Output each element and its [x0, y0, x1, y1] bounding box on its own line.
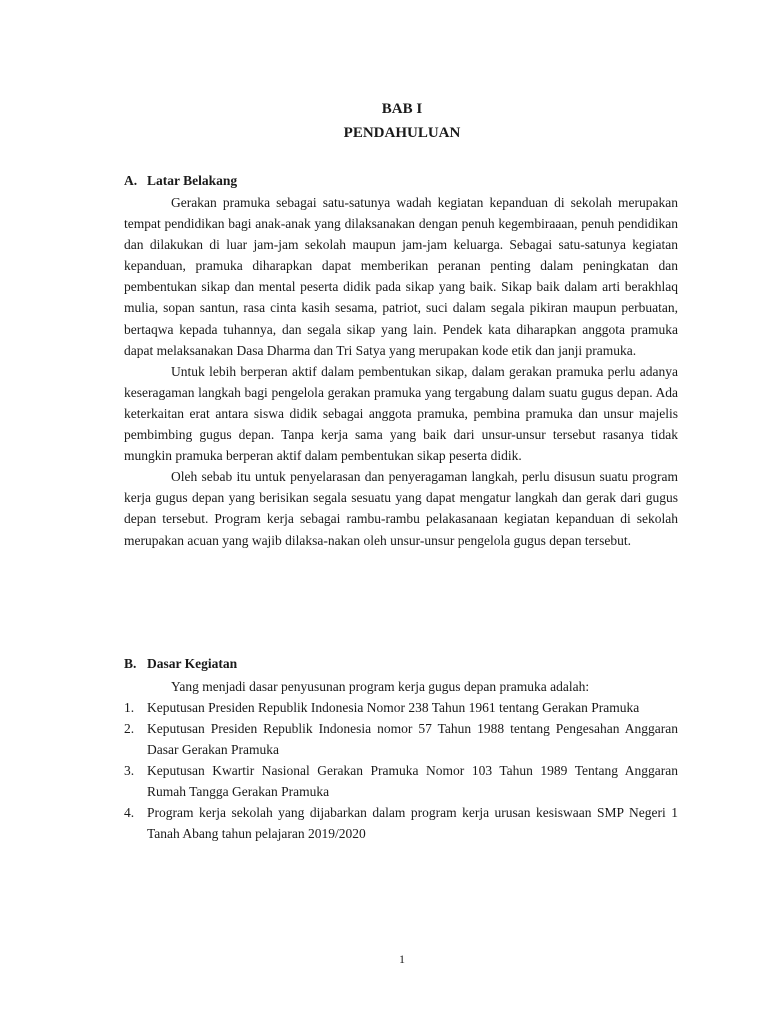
list-item-text: Keputusan Presiden Republik Indonesia nomor 57 Tahun 1988 tentang Pengesahan Anggaran Dasar Gerakan Pramuka	[147, 721, 678, 757]
list-item-number: 3.	[124, 763, 135, 778]
section-b-letter: B.	[124, 656, 137, 671]
section-b-intro: Yang menjadi dasar penyusunan program kerja gugus depan pramuka adalah:	[171, 679, 590, 694]
section-b-title: Dasar Kegiatan	[147, 656, 238, 671]
list-item-number: 4.	[124, 805, 135, 820]
list-item-text: Keputusan Kwartir Nasional Gerakan Pramuka Nomor 103 Tahun 1989 Tentang Anggaran Rumah Tangga Gerakan Pramuka	[147, 763, 678, 799]
list-item	[124, 697, 678, 718]
list-item-number: 2.	[124, 721, 135, 736]
section-a-letter: A.	[124, 173, 138, 188]
paragraph: Untuk lebih berperan aktif dalam pembentukan sikap, dalam gerakan pramuka perlu adanya keseragaman langkah bagi pengelola gerakan pramuka yang tergabung dalam suatu gugus depan. Ada keterkaitan erat antara siswa didik sebagai anggota pramuka, pembina pramuka dan unsur majelis pembimbing gugus depan. Tanpa kerja sama yang baik dari unsur-unsur tersebut rasanya tidak mungkin pramuka berperan aktif dalam pembentukan sikap peserta didik.	[124, 363, 678, 464]
chapter-title: PENDAHULUAN	[343, 125, 461, 141]
reference-list	[124, 697, 678, 844]
section-a-title: Latar Belakang	[147, 173, 238, 188]
section-a-heading	[124, 173, 237, 189]
paragraph: Gerakan pramuka sebagai satu-satunya wadah kegiatan kepanduan di sekolah merupakan tempat pendidikan bagi anak-anak yang dilaksanakan dengan penuh kegembiraaan, penuh pendidikan dan dilakukan di luar jam-jam sekolah maupun jam-jam keluarga. Sebagai satu-satunya kegiatan kepanduan, pramuka diharapkan dapat memberikan peranan penting dalam peningkatan dan pembentukan sikap dan mental peserta didik pada sikap yang baik. Sikap baik dalam arti berakhlaq mulia, sopan santun, rasa cinta kasih sesama, patriot, suci dalam segala pikiran maupun perbuatan, bertaqwa kepada tuhannya, dan segala sikap yang lain. Pendek kata diharapkan anggota pramuka dapat melaksanakan Dasa Dharma dan Tri Satya yang merupakan kode etik dan janji pramuka.	[124, 195, 678, 358]
list-item-number: 1.	[124, 700, 135, 715]
list-item-text: Keputusan Presiden Republik Indonesia Nomor 238 Tahun 1961 tentang Gerakan Pramuka	[147, 700, 640, 715]
list-item	[124, 760, 678, 802]
list-item	[124, 718, 678, 760]
section-b-heading	[124, 656, 237, 672]
list-item-text: Program kerja sekolah yang dijabarkan dalam program kerja urusan kesiswaan SMP Negeri 1 Tanah Abang tahun pelajaran 2019/2020	[147, 805, 678, 841]
paragraph: Oleh sebab itu untuk penyelarasan dan penyeragaman langkah, perlu disusun suatu program kerja gugus depan yang berisikan segala sesuatu yang dapat mengatur langkah dan gerak dari gugus depan tersebut. Program kerja sebagai rambu-rambu pelakasanaan kegiatan kepanduan di sekolah merupakan acuan yang wajib dilaksa-nakan oleh unsur-unsur pengelola gugus depan tersebut.	[124, 469, 678, 548]
chapter-number: BAB I	[381, 101, 423, 117]
section-a-body	[124, 192, 678, 551]
page-number: 1	[399, 952, 405, 966]
list-item	[124, 802, 678, 844]
